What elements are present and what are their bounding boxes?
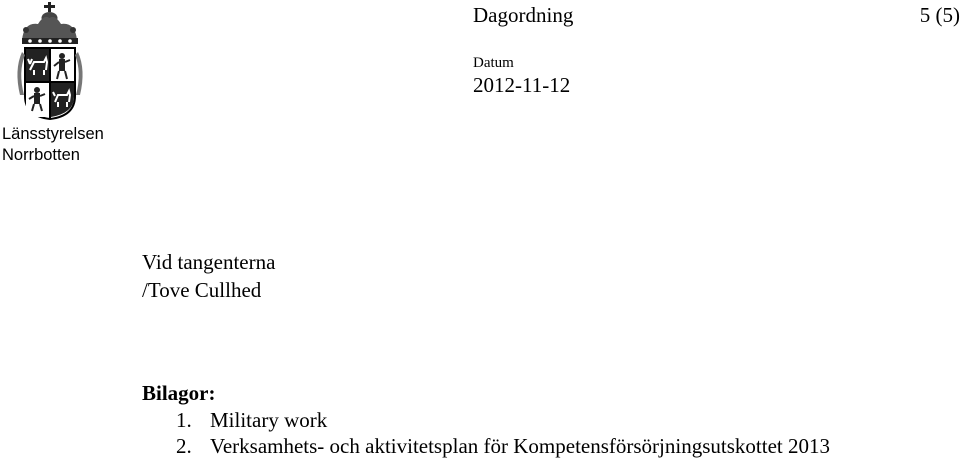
list-item [176, 433, 830, 459]
closing-greeting: Vid tangenterna [142, 250, 276, 274]
list-item-text: Verksamhets- och aktivitetsplan för Kompetensförsörjningsutskottet 2013 [210, 434, 830, 458]
signature: /Tove Cullhed [142, 278, 262, 302]
organization-logo [0, 0, 116, 168]
page-number: 5 (5) [919, 3, 960, 27]
document-title: Dagordning [473, 3, 574, 27]
shield-icon [25, 48, 75, 119]
logo-name-line1: Länsstyrelsen [2, 125, 104, 143]
logo-name-line2: Norrbotten [2, 146, 80, 164]
date-value: 2012-11-12 [473, 73, 571, 97]
date-label: Datum [473, 55, 514, 71]
list-item [176, 407, 830, 433]
list-item-text: Military work [210, 408, 328, 432]
attachments-list [176, 407, 830, 459]
supporter-right-icon [75, 52, 83, 95]
list-item-number: 2. [176, 434, 192, 458]
attachments-heading: Bilagor: [142, 381, 216, 405]
crown-icon [22, 2, 78, 44]
list-item-number: 1. [176, 408, 192, 432]
coat-of-arms-icon [0, 0, 116, 120]
supporter-left-icon [17, 52, 25, 95]
